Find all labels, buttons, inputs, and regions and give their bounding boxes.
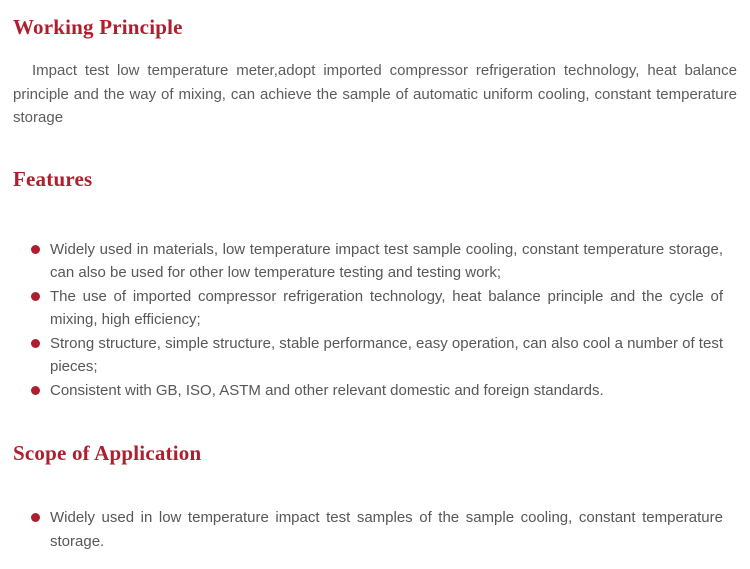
scope-list (0, 506, 723, 553)
list-item (0, 332, 723, 379)
working-principle-heading: Working Principle (13, 15, 183, 39)
working-principle-paragraph: Impact test low temperature meter,adopt imported compressor refrigeration technology, heat balance principle and the way of mixing, can achieve the sample of automatic uniform cooling, constant temperature storage (13, 62, 737, 126)
section-working-principle (0, 16, 750, 130)
list-item (0, 238, 723, 285)
list-item-text: Consistent with GB, ISO, ASTM and other relevant domestic and foreign standards. (50, 381, 604, 399)
features-list (0, 238, 723, 403)
list-item-text: Widely used in low temperature impact test samples of the sample cooling, constant temperature storage. (50, 509, 723, 550)
section-scope-of-application (0, 442, 750, 553)
bullet-icon (31, 245, 40, 254)
list-item-text: The use of imported compressor refrigeration technology, heat balance principle and the cycle of mixing, high efficiency; (50, 287, 723, 328)
scope-of-application-heading: Scope of Application (13, 441, 202, 465)
list-item (0, 285, 723, 332)
bullet-icon (31, 339, 40, 348)
list-item (0, 379, 723, 403)
bullet-icon (31, 292, 40, 301)
list-item-text: Strong structure, simple structure, stable performance, easy operation, can also cool a number of test pieces; (50, 334, 723, 375)
bullet-icon (31, 513, 40, 522)
section-features (0, 168, 750, 403)
list-item (0, 506, 723, 553)
list-item-text: Widely used in materials, low temperature impact test sample cooling, constant temperature storage, can also be used for other low temperature testing and testing work; (50, 240, 723, 281)
features-heading: Features (13, 166, 93, 191)
bullet-icon (31, 386, 40, 395)
